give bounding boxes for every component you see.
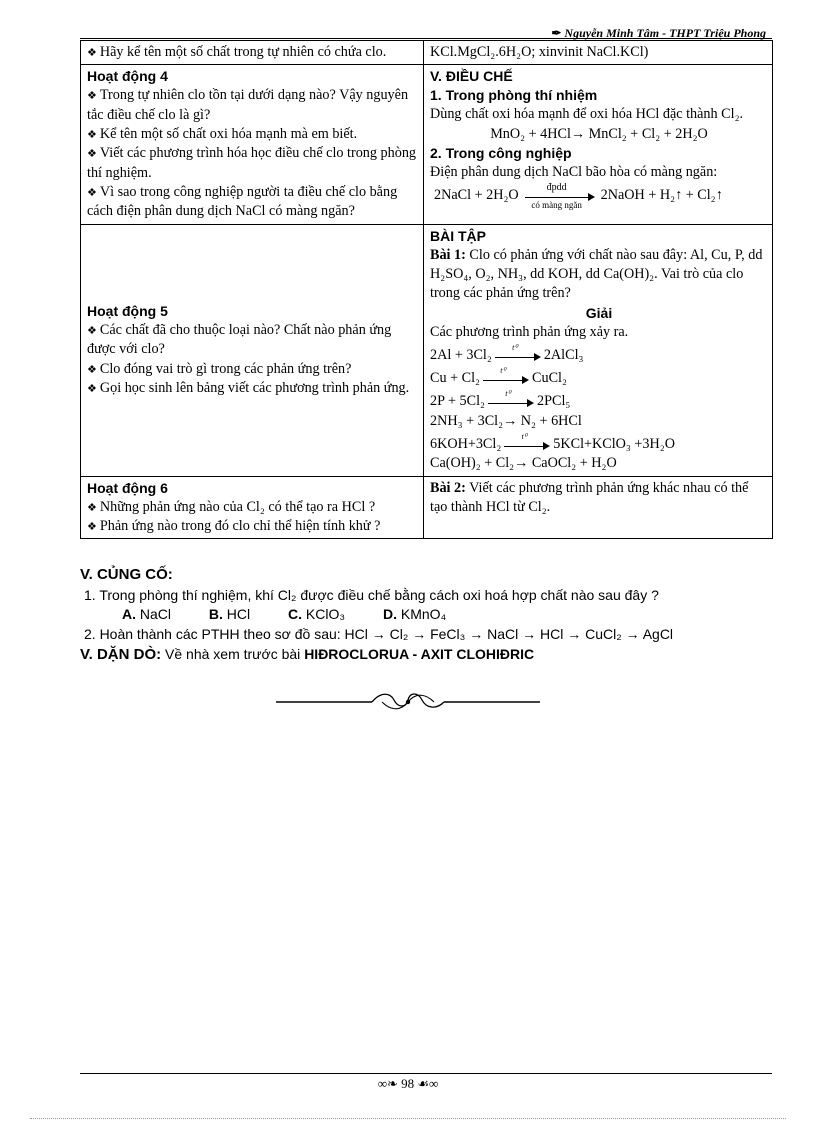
subsection-title: 2. Trong công nghiệp (430, 145, 572, 161)
section-title: BÀI TẬP (430, 227, 486, 244)
lesson-table (80, 40, 773, 539)
content-text: Các phương trình phản ứng xảy ra. (430, 323, 629, 340)
subsection-title: 1. Trong phòng thí nhiệm (430, 87, 598, 104)
page-number: 98 (401, 1076, 415, 1091)
content-cell (424, 65, 773, 224)
content-cell (424, 224, 773, 476)
diamond-bullet-icon: ❖ (87, 521, 97, 534)
table-row (81, 41, 773, 65)
equation-right: CuCl₂ (532, 370, 567, 387)
content-text: KCl.MgCl₂.6H₂O; xinvinit NaCl.KCl) (430, 44, 649, 60)
review-title: V. CỦNG CỐ: (80, 566, 173, 583)
header-author: Nguyễn Minh Tâm - THPT Triệu Phong (564, 26, 766, 40)
arrow-bottom-label: có màng ngăn (531, 200, 582, 210)
exercise-text: Viết các phương trình phản ứng khác nhau có thể tạo thành HCl từ Cl₂. (430, 479, 749, 516)
reaction-arrow-icon: t⁰ (488, 395, 534, 409)
homework-line (80, 646, 673, 663)
equation-left: 6KOH+3Cl₂ (430, 436, 502, 453)
reaction-arrow-icon: t⁰ (495, 349, 541, 363)
quill-icon: ✒ (551, 26, 562, 40)
solution-title: Giải (585, 304, 613, 321)
homework-text: Về nhà xem trước bài (161, 646, 305, 662)
equation (430, 389, 768, 411)
teacher-cell (81, 41, 424, 65)
activity-title: Hoạt động 5 (87, 302, 168, 319)
question-text: Viết các phương trình hóa học điều chế clo trong phòng thí nghiệm. (87, 145, 417, 181)
teacher-cell (81, 65, 424, 224)
ornament-left-icon: ∞❧ (377, 1076, 398, 1091)
diamond-bullet-icon: ❖ (87, 128, 97, 141)
reaction-arrow-icon (525, 182, 595, 210)
arrow-top-label: đpdd (546, 182, 567, 193)
question-text: Gọi học sinh lên bảng viết các phương trình phản ứng. (99, 379, 410, 396)
diamond-bullet-icon: ❖ (87, 90, 97, 103)
equation-left: Cu + Cl₂ (430, 370, 481, 387)
equation (430, 342, 768, 365)
question-text: Hãy kể tên một số chất trong tự nhiên có chứa clo. (99, 44, 387, 60)
content-cell (424, 41, 773, 65)
review-question-2: 2. Hoàn thành các PTHH theo sơ đồ sau: HCl → Cl₂ → FeCl₃ → NaCl → HCl → CuCl₂ → AgCl (84, 626, 674, 642)
question-text: Những phản ứng nào của Cl₂ có thể tạo ra HCl ? (99, 498, 376, 515)
diamond-bullet-icon: ❖ (87, 186, 97, 199)
option-c: C. KClO₃ (288, 606, 346, 622)
diamond-bullet-icon: ❖ (87, 325, 97, 338)
equation-right: 2AlCl₃ (543, 346, 584, 363)
equation-right: 2NaOH + H₂↑ + Cl₂↑ (600, 187, 723, 204)
table-row (81, 65, 773, 224)
option-d: D. KMnO₄ (382, 606, 447, 622)
header-rule (80, 38, 772, 39)
reaction-arrow-icon: t⁰ (483, 372, 529, 386)
page-edge (30, 1118, 786, 1119)
ornament-divider-icon (272, 688, 544, 716)
activity-title: Hoạt động 6 (87, 479, 168, 496)
diamond-bullet-icon: ❖ (87, 382, 97, 395)
equation: MnO₂ + 4HCl→ MnCl₂ + Cl₂ + 2H₂O (490, 125, 708, 142)
diamond-bullet-icon: ❖ (87, 363, 97, 376)
content-cell (424, 476, 773, 539)
equation-right: 2PCl₅ (537, 393, 571, 410)
content-text: Dùng chất oxi hóa mạnh để oxi hóa HCl đặc thành Cl₂. (430, 106, 744, 123)
equation: 2NH₃ + 3Cl₂→ N₂ + 6HCl (430, 412, 582, 429)
teacher-cell (81, 224, 424, 476)
exercise-text: Clo có phản ứng với chất nào sau đây: Al, Cu, P, dd H₂SO₄, O₂, NH₃, dd KOH, dd Ca(OH)₂. Vai trò của clo trong các phản ứng trên? (430, 246, 763, 302)
section-title: V. ĐIỀU CHẾ (430, 68, 513, 85)
diamond-bullet-icon: ❖ (87, 501, 97, 514)
question-text: Phản ứng nào trong đó clo chỉ thể hiện tính khử ? (99, 518, 381, 535)
diamond-bullet-icon: ❖ (87, 148, 97, 161)
equation (430, 431, 768, 454)
question-text: Clo đóng vai trò gì trong các phản ứng trên? (99, 360, 352, 377)
table-row (81, 224, 773, 476)
option-b: B. HCl (208, 606, 251, 622)
question-text: Vì sao trong công nghiệp người ta điều chế clo bằng cách điện phân dung dịch NaCl có màng ngăn? (87, 183, 398, 220)
equation-left: 2NaCl + 2H₂O (434, 187, 519, 204)
ornament-right-icon: ☙∞ (417, 1076, 439, 1091)
homework-title: V. DẶN DÒ: (80, 646, 162, 663)
answer-options (122, 606, 673, 622)
equation: Ca(OH)₂ + Cl₂→ CaOCl₂ + H₂O (430, 455, 617, 472)
review-question-1: 1. Trong phòng thí nghiệm, khí Cl₂ được điều chế bằng cách oxi hoá hợp chất nào sau đây ? (84, 587, 659, 603)
footer-rule (80, 1073, 772, 1074)
equation-left: 2P + 5Cl₂ (430, 393, 485, 410)
equation-left: 2Al + 3Cl₂ (430, 346, 492, 363)
activity-title: Hoạt động 4 (87, 68, 168, 85)
reaction-arrow-icon: t⁰ (504, 438, 550, 452)
equation (430, 365, 768, 388)
table-row (81, 476, 773, 539)
equation (434, 182, 768, 210)
next-lesson: HIĐROCLORUA - AXIT CLOHIĐRIC (304, 646, 535, 662)
diamond-bullet-icon: ❖ (87, 47, 97, 59)
question-text: Trong tự nhiên clo tồn tại dưới dạng nào? Vậy nguyên tắc điều chế clo là gì? (87, 87, 409, 123)
page-footer (0, 1076, 816, 1092)
equation-right: 5KCl+KClO₃ +3H₂O (553, 436, 675, 453)
exercise-label: Bài 1: (430, 246, 466, 263)
teacher-cell (81, 476, 424, 539)
question-text: Kể tên một số chất oxi hóa mạnh mà em biết. (99, 125, 358, 142)
review-section (80, 566, 673, 663)
question-text: Các chất đã cho thuộc loại nào? Chất nào phản ứng được với clo? (87, 322, 392, 358)
exercise-label: Bài 2: (430, 479, 466, 496)
option-a: A. NaCl (122, 606, 172, 622)
content-text: Điện phân dung dịch NaCl bão hòa có màng ngăn: (430, 164, 718, 181)
